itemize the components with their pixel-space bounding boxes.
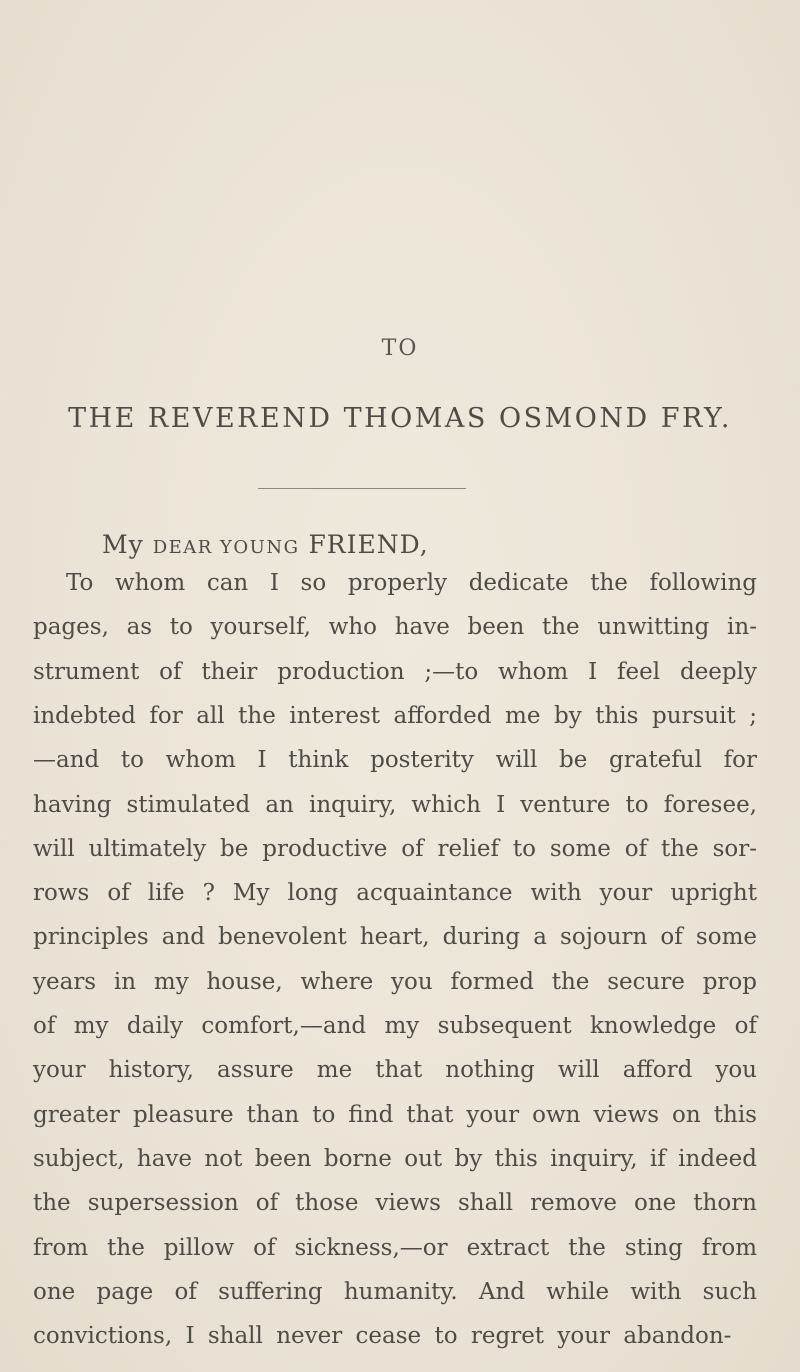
text-line: strument of their production ;—to whom I feel deeply [33,658,757,685]
text-line: one page of suffering humanity. And while with such [33,1278,757,1305]
text-line: having stimulated an inquiry, which I venture to foresee, [33,791,757,818]
text-line: pages, as to yourself, who have been the unwitting in- [33,614,757,641]
ornamental-rule [258,488,466,489]
salutation [102,530,429,559]
text-line: from the pillow of sickness,—or extract the sting from [33,1234,757,1261]
text-line: —and to whom I think posterity will be grateful for [33,747,757,774]
text-line: convictions, I shall never cease to regret your abandon- [33,1323,732,1350]
text-line: indebted for all the interest afforded me by this pursuit ; [33,702,757,729]
salutation-my: My [102,530,144,559]
text-line: greater pleasure than to find that your own views on this [33,1101,757,1128]
text-line: your history, assure me that nothing will afford you [33,1057,757,1084]
text-line: will ultimately be productive of relief to some of the sor- [33,835,757,862]
salutation-dear-young: DEAR YOUNG [152,537,300,558]
text-line: of my daily comfort,—and my subsequent knowledge of [33,1013,757,1039]
text-line: rows of life ? My long acquaintance with your upright [33,880,757,907]
text-line: principles and benevolent heart, during a sojourn of some [33,924,757,951]
salutation-friend: FRIEND, [308,530,429,559]
text-line: subject, have not been borne out by this inquiry, if indeed [33,1145,757,1172]
text-line: years in my house, where you formed the secure prop [33,968,757,995]
dedicatee-name: THE REVEREND THOMAS OSMOND FRY. [68,403,732,434]
dedication-to-heading: TO [381,336,419,361]
text-line: the supersession of those views shall remove one thorn [33,1190,757,1217]
text-line: To whom can I so properly dedicate the following [66,570,757,596]
